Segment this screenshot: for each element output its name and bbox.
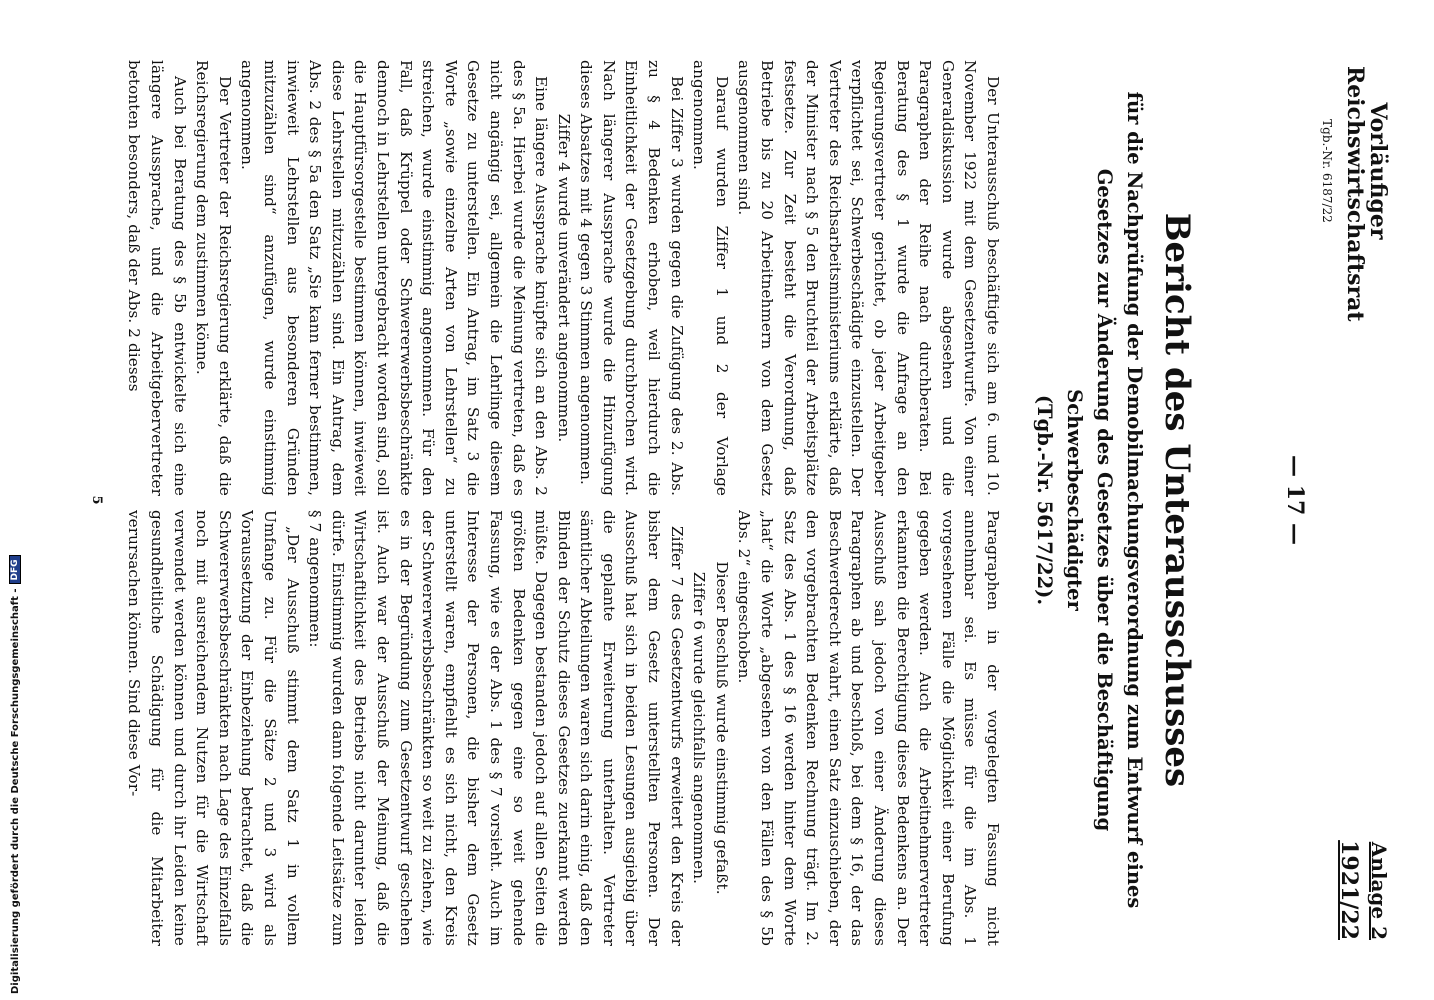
paragraph: „Der Ausschuß stimmt dem Satz 1 in vollem Umfange zu. Für die Sätze 2 und 3 wird als Voraussetzung der Einbeziehung betrachtet, daß die Schwererwerbsbeschränkten nach Lage des Einzelfalls noch mit ausreichendem Nutzen für die Wirtschaft verwendet werden können und durch ihr Leiden keine gesundheitliche Schädigung für die Mitarbeiter verursachen können. Sind diese Vor- bbox=[125, 510, 302, 946]
dfg-logo: DFG bbox=[9, 555, 21, 584]
paragraph: Dieser Beschluß wurde einstimmig gefaßt. bbox=[712, 561, 731, 895]
title-line4: (Tgb.-Nr. 5617/22). bbox=[1033, 394, 1056, 606]
annex-year: 1921/22 bbox=[1336, 840, 1362, 940]
paragraph: Auch bei Beratung des § 5b entwickelte sich eine längere Aussprache, und die Arbeitgebervertreter betonten besonders, daß der Abs. 2 dieses bbox=[125, 60, 189, 496]
paragraph: Ziffer 4 wurde unverändert angenommen. bbox=[554, 113, 573, 443]
paragraph: Paragraphen in der vorgelegten Fassung nicht annehmbar sei. Es müsse für die im Abs. 1 vorgesehenen Fälle die Möglichkeit einer Berufung gegeben werden. Auch die Arbeitnehmervertreter erkannten die Berechtigung dieses Bedenkens an. Der Ausschuß sah jedoch von einer Änderung dieses Paragraphen ab und beschloß, bei dem § 16, der das Beschwerderecht wahrt, einen Satz einzuschieben, der den vorgebrachten Bedenken Rechnung trägt. Im 2. Satz des Abs. 1 des § 16 werden hinter dem Worte „hat“ die Worte „abgesehen von den Fällen des § 5b Abs. 2“ eingeschoben. bbox=[735, 510, 1002, 946]
paragraph: Darauf wurden Ziffer 1 und 2 der Vorlage angenommen. bbox=[690, 60, 731, 496]
paragraph: Der Unterausschuß beschäftigte sich am 6. und 10. November 1922 mit dem Gesetzentwurfe. Von einer Generaldiskussion wurde abgesehen und die Paragraphen der Reihe nach durchberaten. Bei Beratung des § 1 wurde die Anfrage an den Regierungsvertreter gerichtet, ob jeder Arbeitgeber verpflichtet sei, Schwerbeschädigte einzustellen. Der Vertreter des Reichsarbeitsministeriums erklärte, daß der Minister nach § 5 den Bruchteil der Arbeitsplätze festsetze. Zur Zeit besteht die Verordnung, daß Betriebe bis zu 20 Arbeitnehmern von dem Gesetz ausgenommen sind. bbox=[735, 60, 1002, 496]
page-number: — 17 — bbox=[1282, 455, 1308, 545]
annex-label: Anlage 2 bbox=[1367, 841, 1391, 940]
annex-block bbox=[1337, 800, 1389, 940]
title-line2: für die Nachprüfung der Demobilmachungsverordnung zum Entwurf eines bbox=[1123, 91, 1146, 909]
signature-mark: 5 bbox=[89, 495, 104, 505]
digitization-text: Digitalisierung gefördert durch die Deutsche Forschungsgemeinschaft - bbox=[9, 588, 21, 994]
digitization-note bbox=[0, 0, 30, 1000]
paragraph: Ziffer 7 des Gesetzentwurfs erweitert den Kreis der bisher dem Gesetz unterstellten Personen. Der Ausschuß hat sich in beiden Lesungen ausgiebig über die geplante Erweiterung unterhalten. Vertreter sämtlicher Abteilungen waren sich darin einig, daß den Blinden der Schutz dieses Gesetzes zuerkannt werden müßte. Dagegen bestanden jedoch auf allen Seiten die größten Bedenken gegen eine so weit gehende Fassung, wie es der Abs. 1 des § 7 vorsieht. Auch im Interesse der Personen, die bisher dem Gesetz unterstellt waren, empfiehlt es sich nicht, den Kreis der Schwererwerbsbeschränkten so weit zu ziehen, wie es in der Begründung zum Gesetzentwurf geschehen ist. Auch war der Ausschuß der Meinung, daß die Wirtschaftlichkeit des Betriebs nicht darunter leiden dürfe. Einstimmig wurden dann folgende Leitsätze zum § 7 angenommen: bbox=[306, 510, 686, 946]
paragraph: Der Vertreter der Reichsregierung erklärte, daß die Reichsregierung dem zustimmen könne. bbox=[193, 60, 234, 496]
paragraph: Ziffer 6 wurde gleichfalls angenommen. bbox=[690, 571, 709, 885]
issuer-line2: Reichswirtschaftsrat bbox=[1341, 66, 1368, 322]
issuer-block bbox=[1319, 66, 1391, 322]
title-line1: Bericht des Unterausschusses bbox=[1157, 212, 1197, 788]
title-line3: Gesetzes zur Änderung des Gesetzes über die Beschäftigung Schwerbeschädigter bbox=[1063, 168, 1116, 832]
tgb-number: Tgb.-Nr. 6187/22 bbox=[1319, 119, 1334, 223]
paragraph: Bei Ziffer 3 wurden gegen die Zufügung des 2. Abs. zu § 4 Bedenken erhoben, weil hierdurch die Einheitlichkeit der Gesetzgebung durchbrochen wird. Nach längerer Aussprache wurde die Hinzufügung dieses Absatzes mit 4 gegen 3 Stimmen angenommen. bbox=[577, 60, 686, 496]
report-title bbox=[1029, 60, 1199, 940]
left-column bbox=[4, 60, 1004, 496]
issuer-line1: Vorläufiger bbox=[1365, 102, 1391, 240]
paragraph: Eine längere Aussprache knüpfte sich an den Abs. 2 des § 5a. Hierbei wurde die Meinung vertreten, daß es nicht angängig sei, allgemein die Lehrlinge diesem Gesetze zu unterstellen. Ein Antrag, im Satz 3 die Worte „sowie einzelne Arten von Lehrstellen“ zu streichen, wurde einstimmig angenommen. Für den Fall, daß Krüppel oder Schwererwerbsbeschränkte dennoch in Lehrstellen untergebracht worden sind, soll die Hauptfürsorgestelle bestimmen können, inwieweit diese Lehrstellen mitzuzählen sind. Ein Antrag, dem Abs. 2 des § 5a den Satz „Sie kann ferner bestimmen, inwieweit Lehrstellen aus besonderen Gründen mitzuzählen sind“ anzufügen, wurde einstimmig angenommen. bbox=[238, 60, 551, 496]
right-column bbox=[74, 510, 1004, 946]
